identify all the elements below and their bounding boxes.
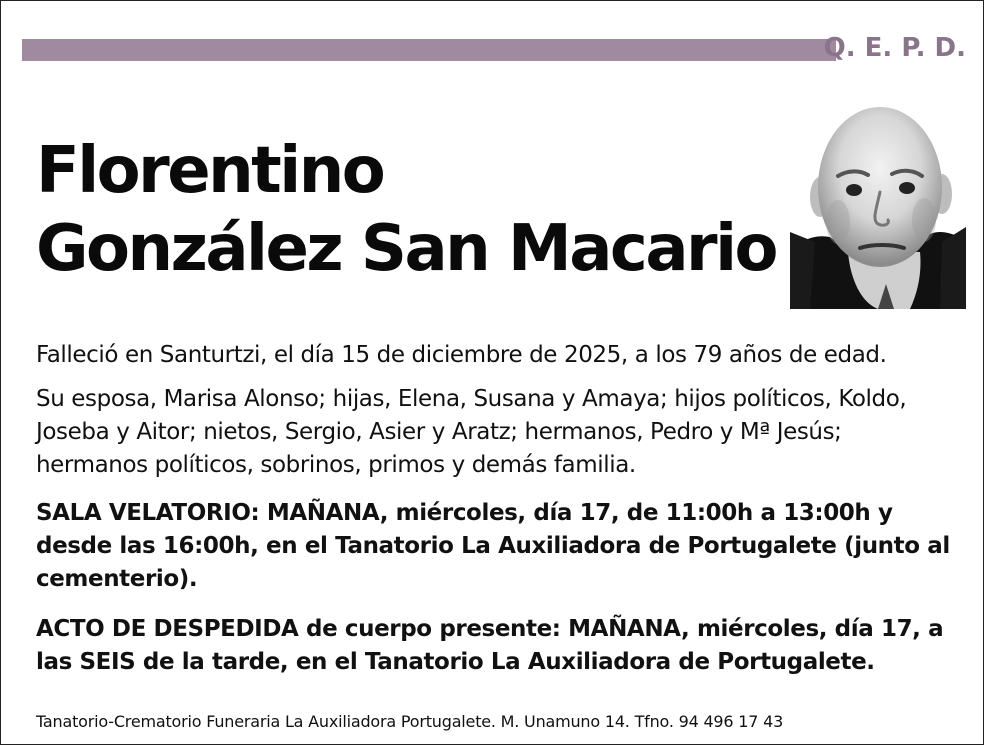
deceased-surnames: González San Macario xyxy=(36,212,776,286)
deceased-first-name: Florentino xyxy=(36,134,384,208)
portrait-photo xyxy=(790,102,966,309)
sala-velatorio-paragraph: SALA VELATORIO: MAÑANA, miércoles, día 17, de 11:00h a 13:00h y desde las 16:00h, en el Tanatorio La Auxiliadora de Portugalete (junto al cementerio). xyxy=(36,500,950,592)
decorative-top-bar xyxy=(22,39,836,61)
deceased-name xyxy=(36,132,796,288)
qepd-heading: Q. E. P. D. xyxy=(823,33,966,63)
death-notice-paragraph: Falleció en Santurtzi, el día 15 de diciembre de 2025, a los 79 años de edad. xyxy=(36,342,887,368)
funeral-home-footer: Tanatorio-Crematorio Funeraria La Auxiliadora Portugalete. M. Unamuno 14. Tfno. 94 496 17 43 xyxy=(36,712,784,731)
family-paragraph: Su esposa, Marisa Alonso; hijas, Elena, Susana y Amaya; hijos políticos, Koldo, Joseba y Aitor; nietos, Sergio, Asier y Aratz; hermanos, Pedro y Mª Jesús; hermanos políticos, sobrinos, primos y demás familia. xyxy=(36,386,907,478)
acto-despedida-paragraph: ACTO DE DESPEDIDA de cuerpo presente: MAÑANA, miércoles, día 17, a las SEIS de la tarde, en el Tanatorio La Auxiliadora de Portugalete. xyxy=(36,616,944,675)
